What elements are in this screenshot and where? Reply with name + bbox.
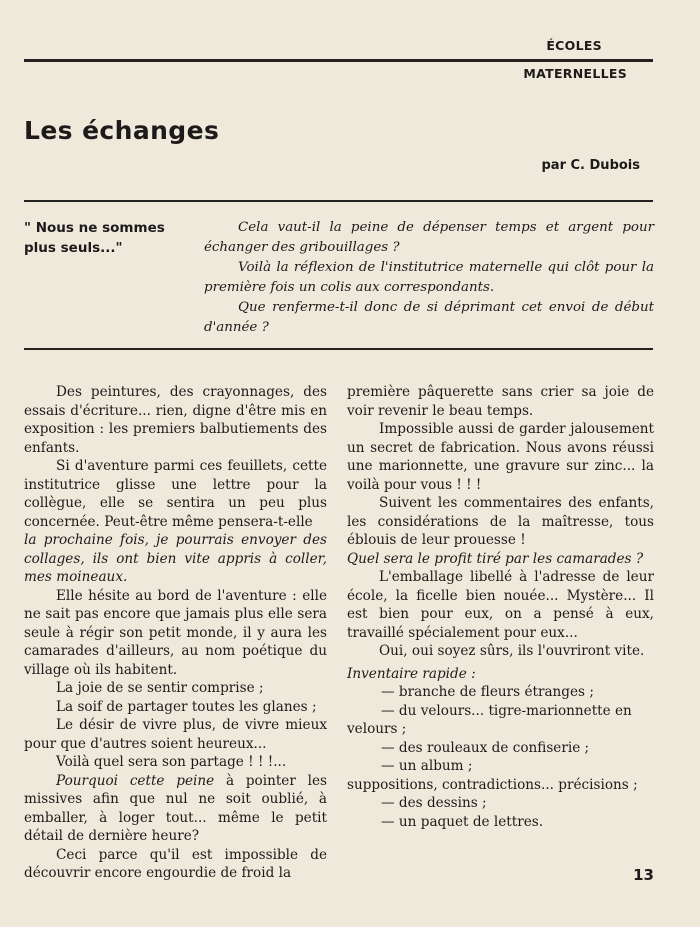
paragraph: Si d'aventure parmi ces feuillets, cette institutrice glisse une lettre pour la collègue, elle se sentira un peu plus concernée. Peut-être même pensera-t-elle: [24, 458, 327, 530]
list-item: — un paquet de lettres.: [381, 813, 544, 830]
intro: [204, 218, 654, 338]
list-item: — des dessins ;: [381, 795, 487, 811]
paragraph: La joie de se sentir comprise ;: [56, 680, 264, 696]
pull-quote: " Nous ne sommes plus seuls...": [24, 220, 165, 256]
divider-low: [24, 348, 653, 350]
list-item: — du velours... tigre-marionnette en: [381, 702, 632, 719]
page-number: 13: [633, 866, 654, 884]
list-item: — des rouleaux de confiserie ;: [381, 739, 590, 756]
byline: par C. Dubois: [541, 158, 640, 173]
paragraph-italic: la prochaine fois, je pourrais envoyer des collages, ils ont bien vite appris à coller, mes moineaux.: [24, 532, 327, 585]
list-item: — branche de fleurs étranges ;: [381, 684, 594, 700]
divider-top: [24, 59, 653, 62]
paragraph: Suivent les commentaires des enfants, les considérations de la maîtresse, tous éblouis de leur prouesse !: [347, 495, 654, 548]
body-column-right: [347, 383, 654, 831]
list-item-continuation: velours ;: [347, 721, 407, 737]
paragraph: première pâquerette sans crier sa joie de voir revenir le beau temps.: [347, 384, 654, 419]
section-label: MATERNELLES: [523, 66, 627, 81]
intro-paragraph: Que renferme-t-il donc de si déprimant cet envoi de début d'année ?: [204, 300, 654, 335]
subheading: Quel sera le profit tiré par les camarades ?: [347, 550, 644, 567]
list-item-continuation: suppositions, contradictions... précisions ;: [347, 776, 638, 793]
list-item: — un album ;: [381, 758, 473, 774]
divider-mid: [24, 200, 653, 202]
section-label: ÉCOLES: [546, 38, 602, 53]
subheading: Inventaire rapide :: [347, 665, 476, 682]
paragraph: Oui, oui soyez sûrs, ils l'ouvriront vite.: [379, 643, 645, 659]
paragraph: L'emballage libellé à l'adresse de leur école, la ficelle bien nouée... Mystère... Il est bien pour eux, on a pensé à eux, travaillé spécialement pour eux...: [347, 569, 654, 641]
article-title: Les échanges: [24, 116, 220, 145]
paragraph: Le désir de vivre plus, de vivre mieux pour que d'autres soient heureux...: [24, 717, 327, 752]
paragraph: La soif de partager toutes les glanes ;: [56, 698, 317, 715]
body-column-left: [24, 383, 327, 883]
paragraph: Elle hésite au bord de l'aventure : elle ne sait pas encore que jamais plus elle sera seule à régir son petit monde, il y aura les camarades d'ailleurs, au nom poétique du village où ils habitent.: [24, 587, 327, 678]
italic-phrase: Pourquoi cette peine: [56, 772, 215, 789]
intro-paragraph: Cela vaut-il la peine de dépenser temps et argent pour échanger des gribouillages ?: [204, 220, 654, 255]
paragraph: Voilà quel sera son partage ! ! !...: [56, 754, 287, 770]
paragraph: Ceci parce qu'il est impossible de découvrir encore engourdie de froid la: [24, 846, 327, 881]
paragraph: Impossible aussi de garder jalousement un secret de fabrication. Nous avons réussi une marionnette, une gravure sur zinc... la voilà pour vous ! ! !: [347, 421, 654, 493]
paragraph: Des peintures, des crayonnages, des essais d'écriture... rien, digne d'être mis en exposition : les premiers balbutiements des enfants.: [24, 384, 327, 456]
intro-paragraph: Voilà la réflexion de l'institutrice maternelle qui clôt pour la première fois un colis aux correspondants.: [204, 260, 654, 295]
paragraph: [24, 772, 327, 846]
text-run: à pointer les missives afin que nul ne soit oublié, à emballer, à loger tout... même le petit détail de dernière heure?: [24, 772, 327, 844]
